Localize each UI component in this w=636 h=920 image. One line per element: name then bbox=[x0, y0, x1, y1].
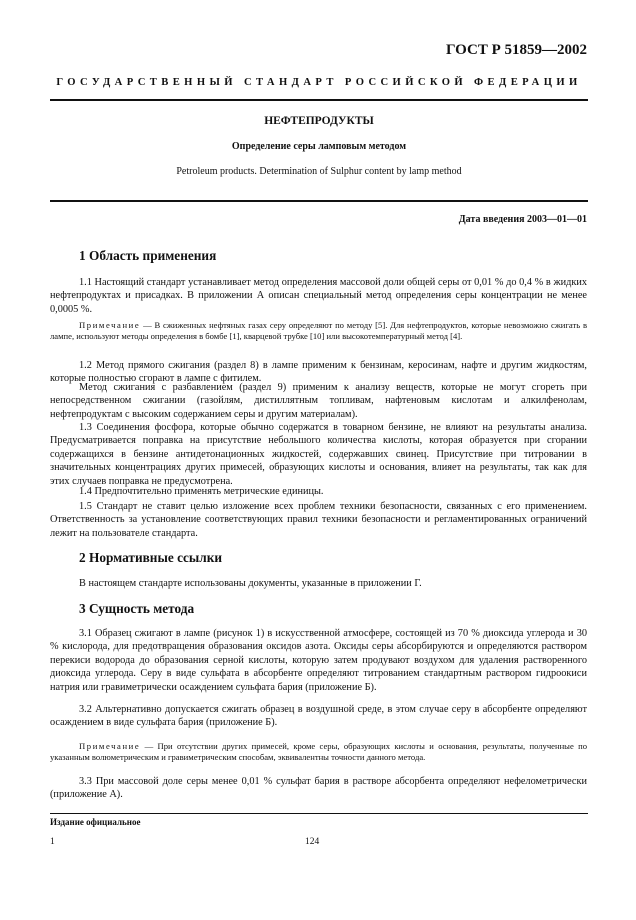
standard-type: ГОСУДАРСТВЕННЫЙ СТАНДАРТ РОССИЙСКОЙ ФЕДЕРАЦИИ bbox=[56, 77, 582, 88]
section-1-heading: 1 Область применения bbox=[79, 248, 217, 263]
title-divider bbox=[50, 200, 588, 202]
english-title: Petroleum products. Determination of Sulphur content by lamp method bbox=[176, 166, 462, 177]
edition-label: Издание официальное bbox=[50, 817, 141, 827]
footer-divider bbox=[50, 813, 588, 814]
paragraph-2: В настоящем стандарте использованы документы, указанные в приложении Г. bbox=[79, 578, 422, 589]
footer-left-number: 1 bbox=[50, 837, 55, 847]
note-1-text: — В сжиженных нефтяных газах серу определяют по методу [5]. Для нефтепродуктов, которые невозможно сжигать в лампе, используют методы определения в бомбе [1], кварцевой трубке [10] или высокотемпературный метод [4]. bbox=[50, 320, 587, 342]
paragraph-1-3: 1.3 Соединения фосфора, которые обычно содержатся в товарном бензине, не влияют на результаты анализа. Предусматривается поправка на присутствие небольшого количества кислоты, которая образуется при сгорании содержащихся в бензине антидетонационных жидкостей, содержавших свинец. Присутствие при титровании в значительных концентрациях других примесей, образующих кислоты и основания, влияет на результаты, так как для этих случаев поправка не предусмотрена. bbox=[50, 422, 587, 487]
paragraph-1-1: 1.1 Настоящий стандарт устанавливает метод определения массовой доли общей серы от 0,01 % до 0,4 % в жидких нефтепродуктах и присадках. В приложении А описан специальный метод определения серы концентрации не менее 0,0005 %. bbox=[50, 277, 587, 315]
note-2 bbox=[50, 741, 587, 764]
note-2-text: — При отсутствии других примесей, кроме серы, образующих кислоты и основания, результаты, полученные по указанным волюметрическим и гравиметрическим способам, эквивалентны точности данного метода. bbox=[50, 741, 587, 763]
paragraph-3-1: 3.1 Образец сжигают в лампе (рисунок 1) в искусственной атмосфере, состоящей из 70 % диоксида углерода и 30 % кислорода, для предотвращения образования оксидов азота. Оксиды серы абсорбируются и определяются раствором перекиси водорода до образования серной кислоты, которую затем продувают воздухом для удаления растворенного диоксида углерода. Серу в виде сульфата в абсорбенте определяют титрованием стандартным раствором гидроокиси натрия или гравиметрически осаждением сульфата бария (приложение Б). bbox=[50, 628, 587, 693]
paragraph-3-3: 3.3 При массовой доле серы менее 0,01 % сульфат бария в растворе абсорбента определяют нефелометрически (приложение А). bbox=[50, 776, 587, 801]
paragraph-1-2b: Метод сжигания с разбавлением (раздел 9) применим к анализу веществ, которые не могут сгореть при непосредственном сжигании (газойлям, дистиллятным топливам, нафтеновым кислотам и алкилфенолам, нефтепродуктам с высоким содержанием серы и другим материалам). bbox=[50, 382, 587, 420]
paragraph-1-5: 1.5 Стандарт не ставит целью изложение всех проблем техники безопасности, связанных с его применением. Ответственность за установление соответствующих правил техники безопасности и регламентированных ограничений лежит на пользователе стандарта. bbox=[50, 501, 587, 539]
page-number: 124 bbox=[305, 837, 320, 847]
introduction-date: Дата введения 2003—01—01 bbox=[458, 214, 587, 225]
top-divider bbox=[50, 99, 588, 101]
section-2-heading: 2 Нормативные ссылки bbox=[79, 550, 223, 565]
document-subtitle: Определение серы ламповым методом bbox=[231, 141, 407, 152]
note-2-label: Примечание bbox=[79, 741, 141, 751]
paragraph-1-2: 1.2 Метод прямого сжигания (раздел 8) в лампе применим к бензинам, керосинам, нафте и другим жидкостям, которые полностью сгорают в лампе с фитилем. bbox=[50, 360, 587, 385]
note-1-label: Примечание bbox=[79, 320, 141, 330]
note-1 bbox=[50, 320, 587, 343]
document-title: НЕФТЕПРОДУКТЫ bbox=[264, 115, 374, 127]
paragraph-3-2: 3.2 Альтернативно допускается сжигать образец в воздушной среде, в этом случае серу в абсорбенте определяют осаждением в виде сульфата бария (приложение Б). bbox=[50, 704, 587, 729]
gost-code: ГОСТ Р 51859—2002 bbox=[445, 42, 587, 58]
paragraph-1-4: 1.4 Предпочтительно применять метрические единицы. bbox=[79, 486, 324, 497]
section-3-heading: 3 Сущность метода bbox=[79, 601, 195, 616]
